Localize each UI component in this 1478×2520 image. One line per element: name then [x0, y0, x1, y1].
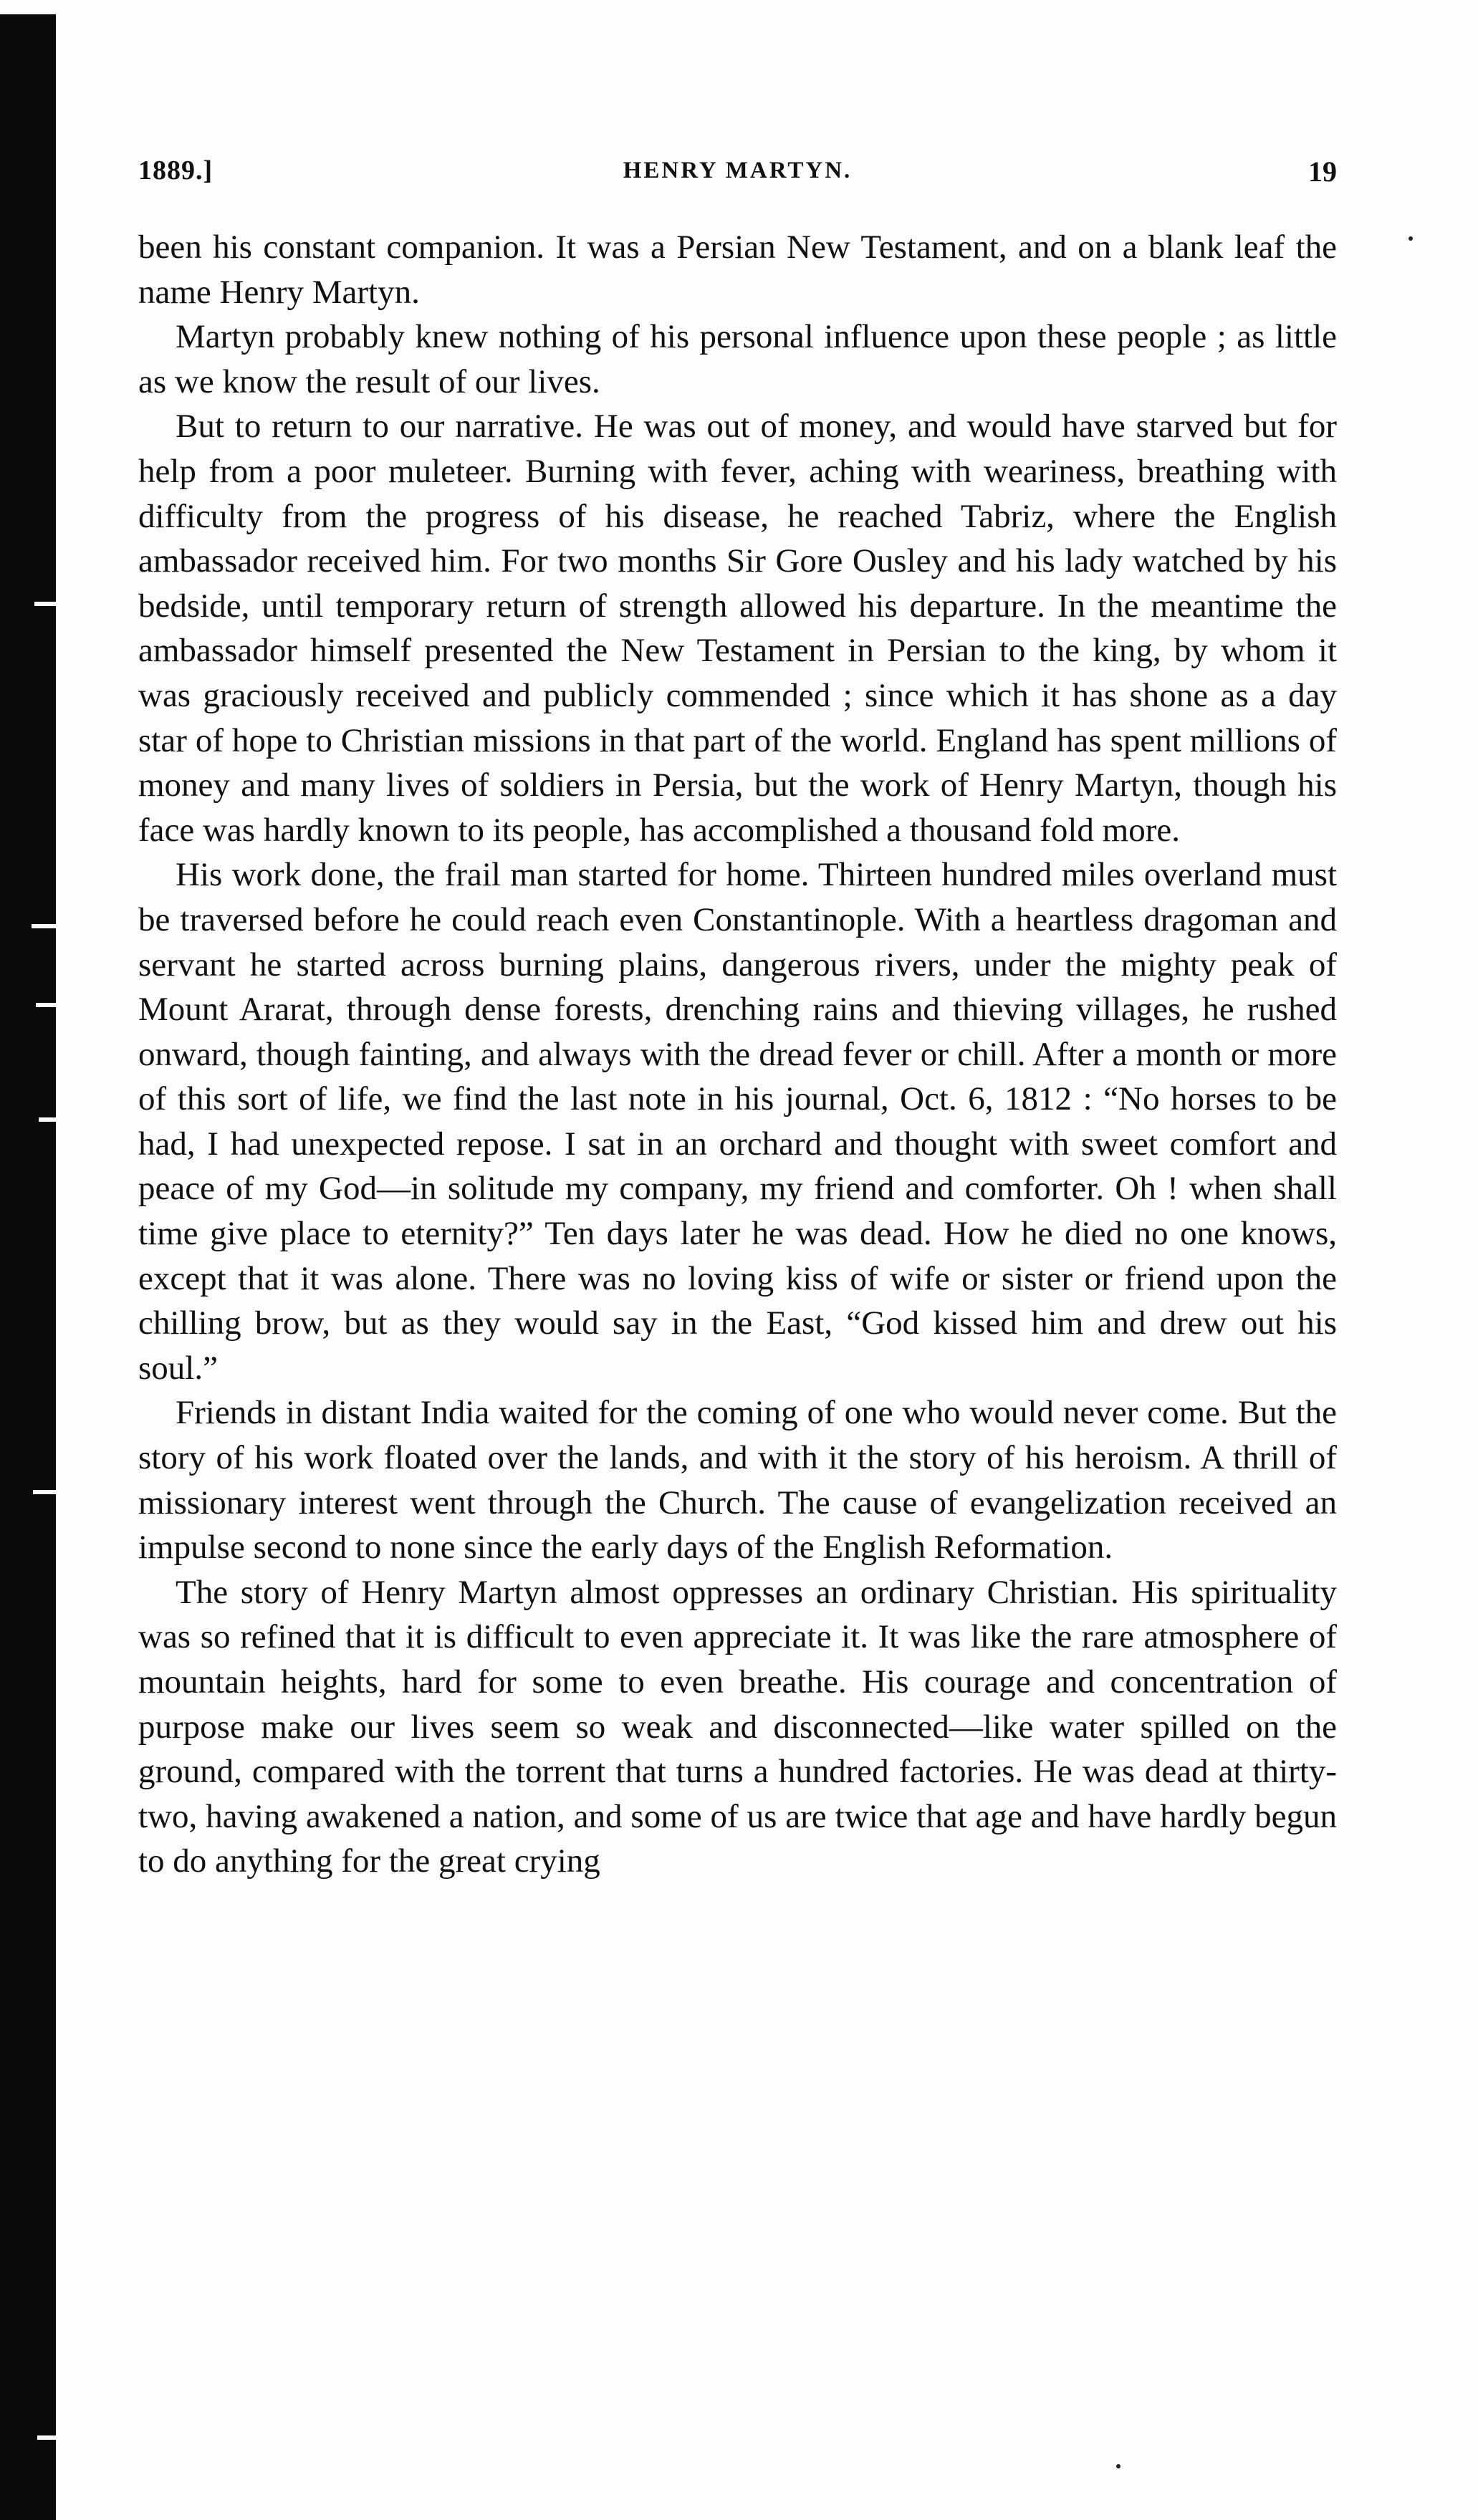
book-binding-edge	[0, 14, 56, 2520]
paragraph: been his constant companion. It was a Persian New Testament, and on a blank leaf the name Henry Martyn.	[138, 229, 1337, 311]
page-number: 19	[1308, 155, 1337, 188]
paragraph: His work done, the frail man started for home. Thirteen hundred miles overland must be traversed before he could reach even Constantinople. With a heartless dragoman and servant he started across burning plains, dangerous rivers, under the mighty peak of Mount Ararat, through dense forests, drenching rains and thieving villages, he rushed onward, though fainting, and always with the dread fever or chill. After a month or more of this sort of life, we find the last note in his journal, Oct. 6, 1812 : “No horses to be had, I had unexpected repose. I sat in an orchard and thought with sweet comfort and peace of my God—in solitude my company, my friend and comforter. Oh ! when shall time give place to eternity?” Ten days later he was dead. How he died no one knows, except that it was alone. There was no loving kiss of wife or sister or friend upon the chilling brow, but as they would say in the East, “God kissed him and drew out his soul.”	[138, 856, 1337, 1387]
running-header	[138, 155, 1337, 192]
header-title: HENRY MARTYN.	[623, 158, 853, 183]
paragraph: The story of Henry Martyn almost oppresses an ordinary Christian. His spirituality was so refined that it is difficult to even appreciate it. It was like the rare atmosphere of mountain heights, hard for some to even breathe. His courage and concentration of purpose make our lives seem so weak and disconnected—like water spilled on the ground, compared with the torrent that turns a hundred factories. He was dead at thirty-two, having awakened a nation, and some of us are twice that age and have hardly begun to do anything for the great crying	[138, 1573, 1337, 1880]
paragraph: Friends in distant India waited for the coming of one who would never come. But the story of his work floated over the lands, and with it the story of his heroism. A thrill of missionary interest went through the Church. The cause of evangelization received an impulse second to none since the early days of the English Reformation.	[138, 1394, 1337, 1567]
body-text	[138, 225, 1337, 1884]
ink-speck	[1116, 2464, 1121, 2468]
paragraph: But to return to our narrative. He was out of money, and would have starved but for help from a poor muleteer. Burning with fever, aching with weariness, breathing with difficulty from the progress of his disease, he reached Tabriz, where the English ambassador received him. For two months Sir Gore Ousley and his lady watched by his bedside, until temporary return of strength allowed his departure. In the meantime the ambassador himself presented the New Testament in Persian to the king, by whom it was graciously received and publicly commended ; since which it has shone as a day star of hope to Christian missions in that part of the world. England has spent millions of money and many lives of soldiers in Persia, but the work of Henry Martyn, though his face was hardly known to its people, has accomplished a thousand fold more.	[138, 408, 1337, 849]
ink-speck	[1409, 236, 1413, 241]
header-year: 1889.]	[138, 155, 213, 186]
paragraph: Martyn probably knew nothing of his personal influence upon these people ; as little as we know the result of our lives.	[138, 318, 1337, 400]
